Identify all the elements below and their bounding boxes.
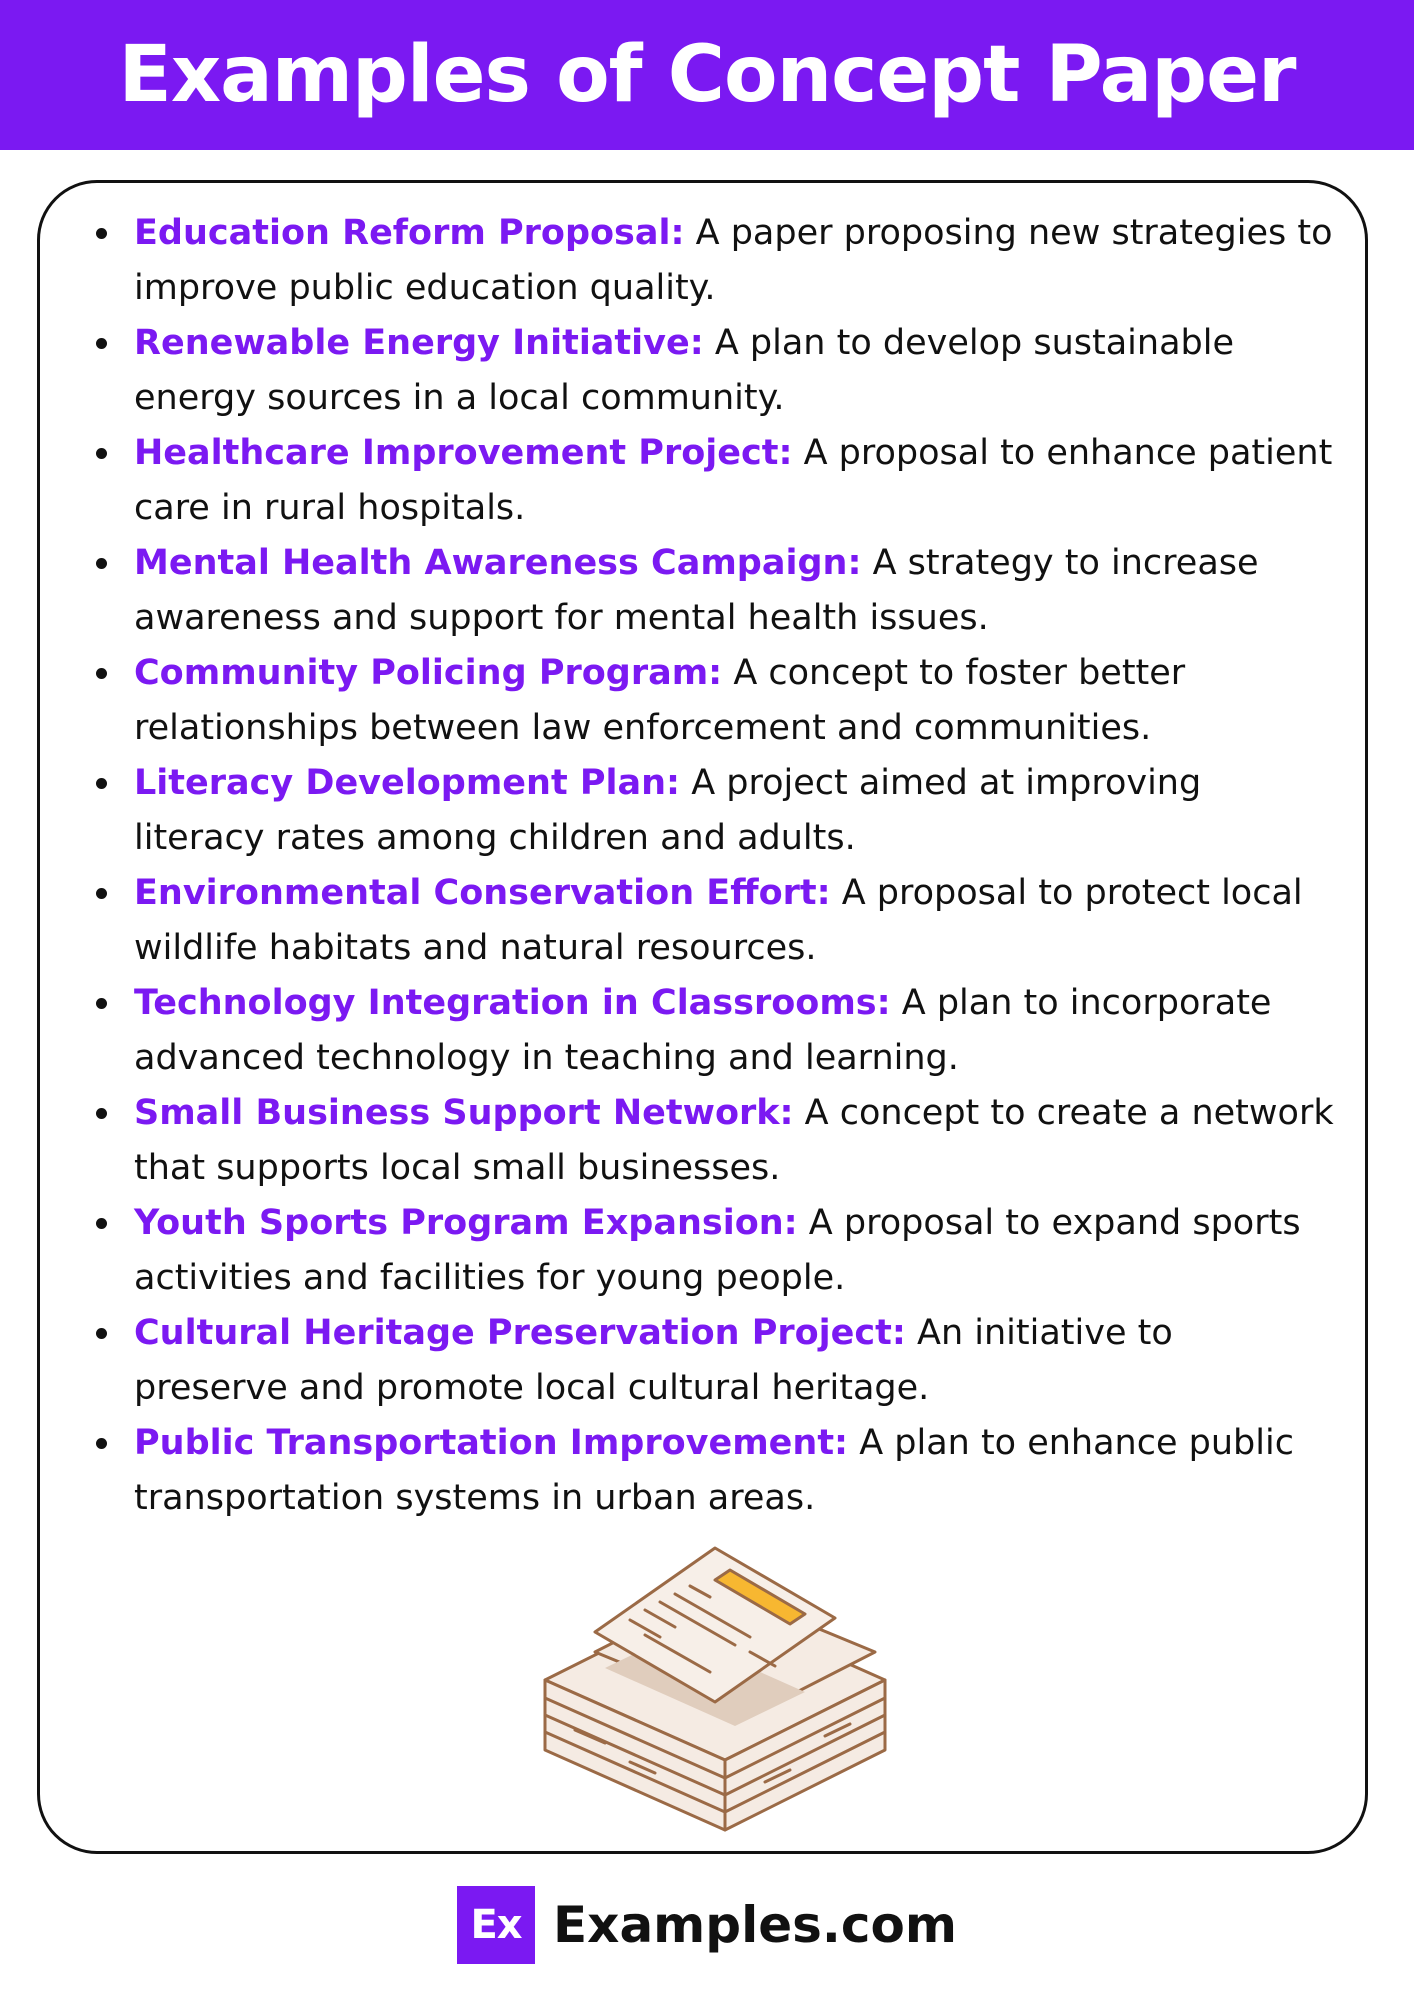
site-name: Examples.com: [553, 1896, 957, 1954]
bullet-icon: [96, 228, 107, 239]
list-item: [96, 536, 1336, 646]
page-title: Examples of Concept Paper: [118, 30, 1296, 120]
list-item: [96, 756, 1336, 866]
bullet-icon: [96, 558, 107, 569]
item-description: A project aimed at improving literacy rates among children and adults.: [134, 763, 1202, 858]
item-term: Small Business Support Network:: [134, 1093, 794, 1133]
item-description: An initiative to preserve and promote local cultural heritage.: [134, 1313, 1173, 1408]
item-description: A concept to create a network that supports local small businesses.: [134, 1093, 1334, 1188]
list-item: [96, 1086, 1336, 1196]
item-description: A proposal to expand sports activities and facilities for young people.: [134, 1203, 1301, 1298]
item-term: Mental Health Awareness Campaign:: [134, 543, 862, 583]
list-item: [96, 206, 1336, 316]
bullet-icon: [96, 888, 107, 899]
paper-stack-icon: [535, 1540, 895, 1840]
item-description: A proposal to enhance patient care in rural hospitals.: [134, 433, 1333, 528]
list-item: [96, 1306, 1336, 1416]
bullet-icon: [96, 1438, 107, 1449]
examples-list: [96, 206, 1336, 1526]
item-term: Environmental Conservation Effort:: [134, 873, 831, 913]
item-term: Cultural Heritage Preservation Project:: [134, 1313, 906, 1353]
list-item: [96, 426, 1336, 536]
bullet-icon: [96, 668, 107, 679]
item-term: Community Policing Program:: [134, 653, 723, 693]
bullet-icon: [96, 338, 107, 349]
item-description: A plan to incorporate advanced technology in teaching and learning.: [134, 983, 1272, 1078]
item-description: A paper proposing new strategies to improve public education quality.: [134, 213, 1333, 308]
footer: [0, 1885, 1414, 1965]
page-header: [0, 0, 1414, 150]
item-description: A strategy to increase awareness and support for mental health issues.: [134, 543, 1259, 638]
item-description: A plan to develop sustainable energy sources in a local community.: [134, 323, 1234, 418]
list-item: [96, 1196, 1336, 1306]
bullet-icon: [96, 1108, 107, 1119]
item-description: A proposal to protect local wildlife habitats and natural resources.: [134, 873, 1303, 968]
bullet-icon: [96, 448, 107, 459]
bullet-icon: [96, 998, 107, 1009]
list-item: [96, 1416, 1336, 1526]
item-term: Education Reform Proposal:: [134, 213, 685, 253]
bullet-icon: [96, 1218, 107, 1229]
logo: Ex: [457, 1886, 535, 1964]
item-term: Healthcare Improvement Project:: [134, 433, 793, 473]
bullet-icon: [96, 1328, 107, 1339]
item-term: Renewable Energy Initiative:: [134, 323, 704, 363]
item-term: Technology Integration in Classrooms:: [134, 983, 891, 1023]
item-description: A concept to foster better relationships between law enforcement and communities.: [134, 653, 1186, 748]
item-term: Youth Sports Program Expansion:: [134, 1203, 798, 1243]
list-item: [96, 976, 1336, 1086]
bullet-icon: [96, 778, 107, 789]
item-term: Literacy Development Plan:: [134, 763, 681, 803]
list-item: [96, 646, 1336, 756]
list-item: [96, 316, 1336, 426]
list-item: [96, 866, 1336, 976]
item-description: A plan to enhance public transportation systems in urban areas.: [134, 1423, 1294, 1518]
item-term: Public Transportation Improvement:: [134, 1423, 849, 1463]
